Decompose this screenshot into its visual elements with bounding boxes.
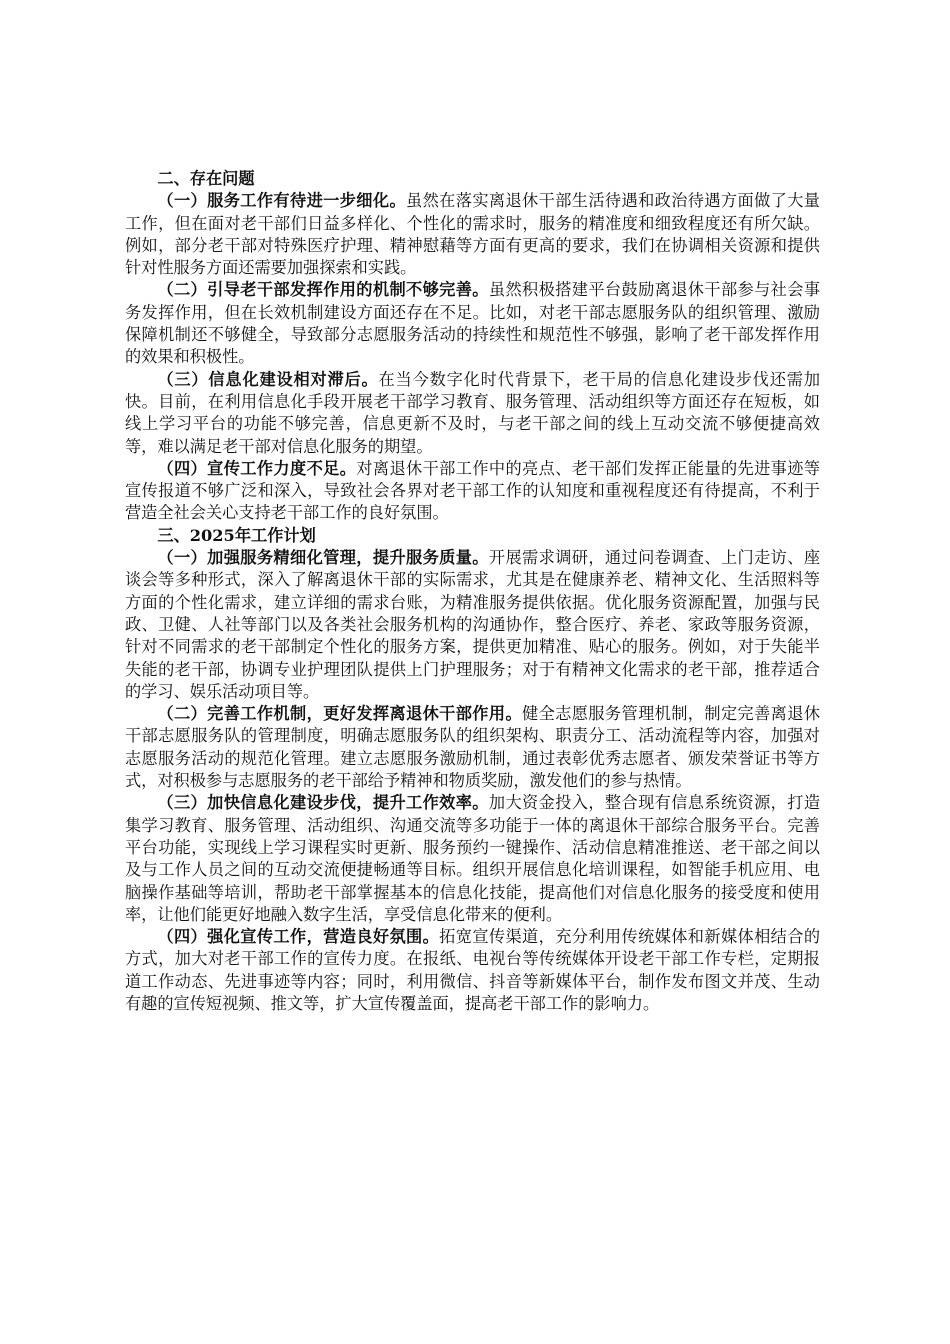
paragraph-body: 拓宽宣传渠道，充分利用传统媒体和新媒体相结合的方式，加大对老干部工作的宣传力度。在报纸、电视台等传统媒体开设老干部工作专栏，定期报道工作动态、先进事迹等内容；同时，利用微信、抖音等新媒体平台，制作发布图文并茂、生动有趣的宣传短视频、推文等，扩大宣传覆盖面，提高老干部工作的影响力。 <box>125 927 821 1013</box>
paragraph <box>125 547 820 703</box>
paragraph <box>125 369 820 458</box>
paragraph-lead: （三）信息化建设相对滞后。 <box>157 369 379 389</box>
paragraph <box>125 190 820 279</box>
paragraph-lead: （一）服务工作有待进一步细化。 <box>157 191 407 211</box>
paragraph-body: 在当今数字化时代背景下，老干局的信息化建设步伐还需加快。目前，在利用信息化手段开展老干部学习教育、服务管理、活动组织等方面还存在短板，如线上学习平台的功能不够完善，信息更新不及时，与老干部之间的线上互动交流不够便捷高效等，难以满足老干部对信息化服务的期望。 <box>125 369 821 456</box>
paragraph-body: 开展需求调研，通过问卷调查、上门走访、座谈会等多种形式，深入了解离退休干部的实际需求，尤其是在健康养老、精神文化、生活照料等方面的个性化需求，建立详细的需求台账，为精准服务提供依据。优化服务资源配置，加强与民政、卫健、人社等部门以及各类社会服务机构的沟通协作，整合医疗、养老、家政等服务资源，针对不同需求的老干部制定个性化的服务方案，提供更加精准、贴心的服务。例如，对于失能半失能的老干部，协调专业护理团队提供上门护理服务；对于有精神文化需求的老干部，推荐适合的学习、娱乐活动项目等。 <box>125 548 821 701</box>
paragraph-lead: （二）引导老干部发挥作用的机制不够完善。 <box>157 280 489 300</box>
paragraph-lead: （二）完善工作机制，更好发挥离退休干部作用。 <box>157 704 523 724</box>
paragraph-lead: （四）宣传工作力度不足。 <box>157 458 357 478</box>
paragraph-lead: （三）加快信息化建设步伐，提升工作效率。 <box>157 793 489 813</box>
paragraph-lead: （一）加强服务精细化管理，提升服务质量。 <box>157 548 489 568</box>
paragraph-body: 虽然在落实离退休干部生活待遇和政治待遇方面做了大量工作，但在面对老干部们日益多样化、个性化的需求时，服务的精准度和细致程度还有所欠缺。例如，部分老干部对特殊医疗护理、精神慰藉等方面有更高的要求，我们在协调相关资源和提供针对性服务方面还需要加强探索和实践。 <box>125 191 820 278</box>
paragraph-body: 加大资金投入，整合现有信息系统资源，打造集学习教育、服务管理、活动组织、沟通交流等多功能于一体的离退休干部综合服务平台。完善平台功能，实现线上学习课程实时更新、服务预约一键操作、活动信息精准推送、老干部之间以及与工作人员之间的互动交流便捷畅通等目标。组织开展信息化培训课程，如智能手机应用、电脑操作基础等培训，帮助老干部掌握基本的信息化技能，提高他们对信息化服务的接受度和使用率，让他们能更好地融入数字生活，享受信息化带来的便利。 <box>125 793 821 924</box>
paragraph <box>125 458 820 525</box>
paragraph-body: 虽然积极搭建平台鼓励离退休干部参与社会事务发挥作用，但在长效机制建设方面还存在不足。比如，对老干部志愿服务队的组织管理、激励保障机制还不够健全，导致部分志愿服务活动的持续性和规范性不够强，影响了老干部发挥作用的效果和积极性。 <box>125 280 821 367</box>
document-page <box>125 168 820 1015</box>
section-heading: 三、2025年工作计划 <box>157 525 316 545</box>
paragraph <box>125 279 820 368</box>
paragraph-body: 健全志愿服务管理机制，制定完善离退休干部志愿服务队的管理制度，明确志愿服务队的组织架构、职责分工、活动流程等内容，加强对志愿服务活动的规范化管理。建立志愿服务激励机制，通过表彰优秀志愿者、颁发荣誉证书等方式，对积极参与志愿服务的老干部给予精神和物质奖励，激发他们的参与热情。 <box>125 704 821 791</box>
paragraph <box>125 703 820 792</box>
paragraph <box>125 926 820 1015</box>
paragraph-lead: （四）强化宣传工作，营造良好氛围。 <box>157 927 440 947</box>
section-heading: 二、存在问题 <box>157 169 255 188</box>
paragraph <box>125 792 820 926</box>
paragraph-body: 对离退休干部工作中的亮点、老干部们发挥正能量的先进事迹等宣传报道不够广泛和深入，导致社会各界对老干部工作的认知度和重视程度还有待提高，不利于营造全社会关心支持老干部工作的良好氛围。 <box>125 458 821 523</box>
